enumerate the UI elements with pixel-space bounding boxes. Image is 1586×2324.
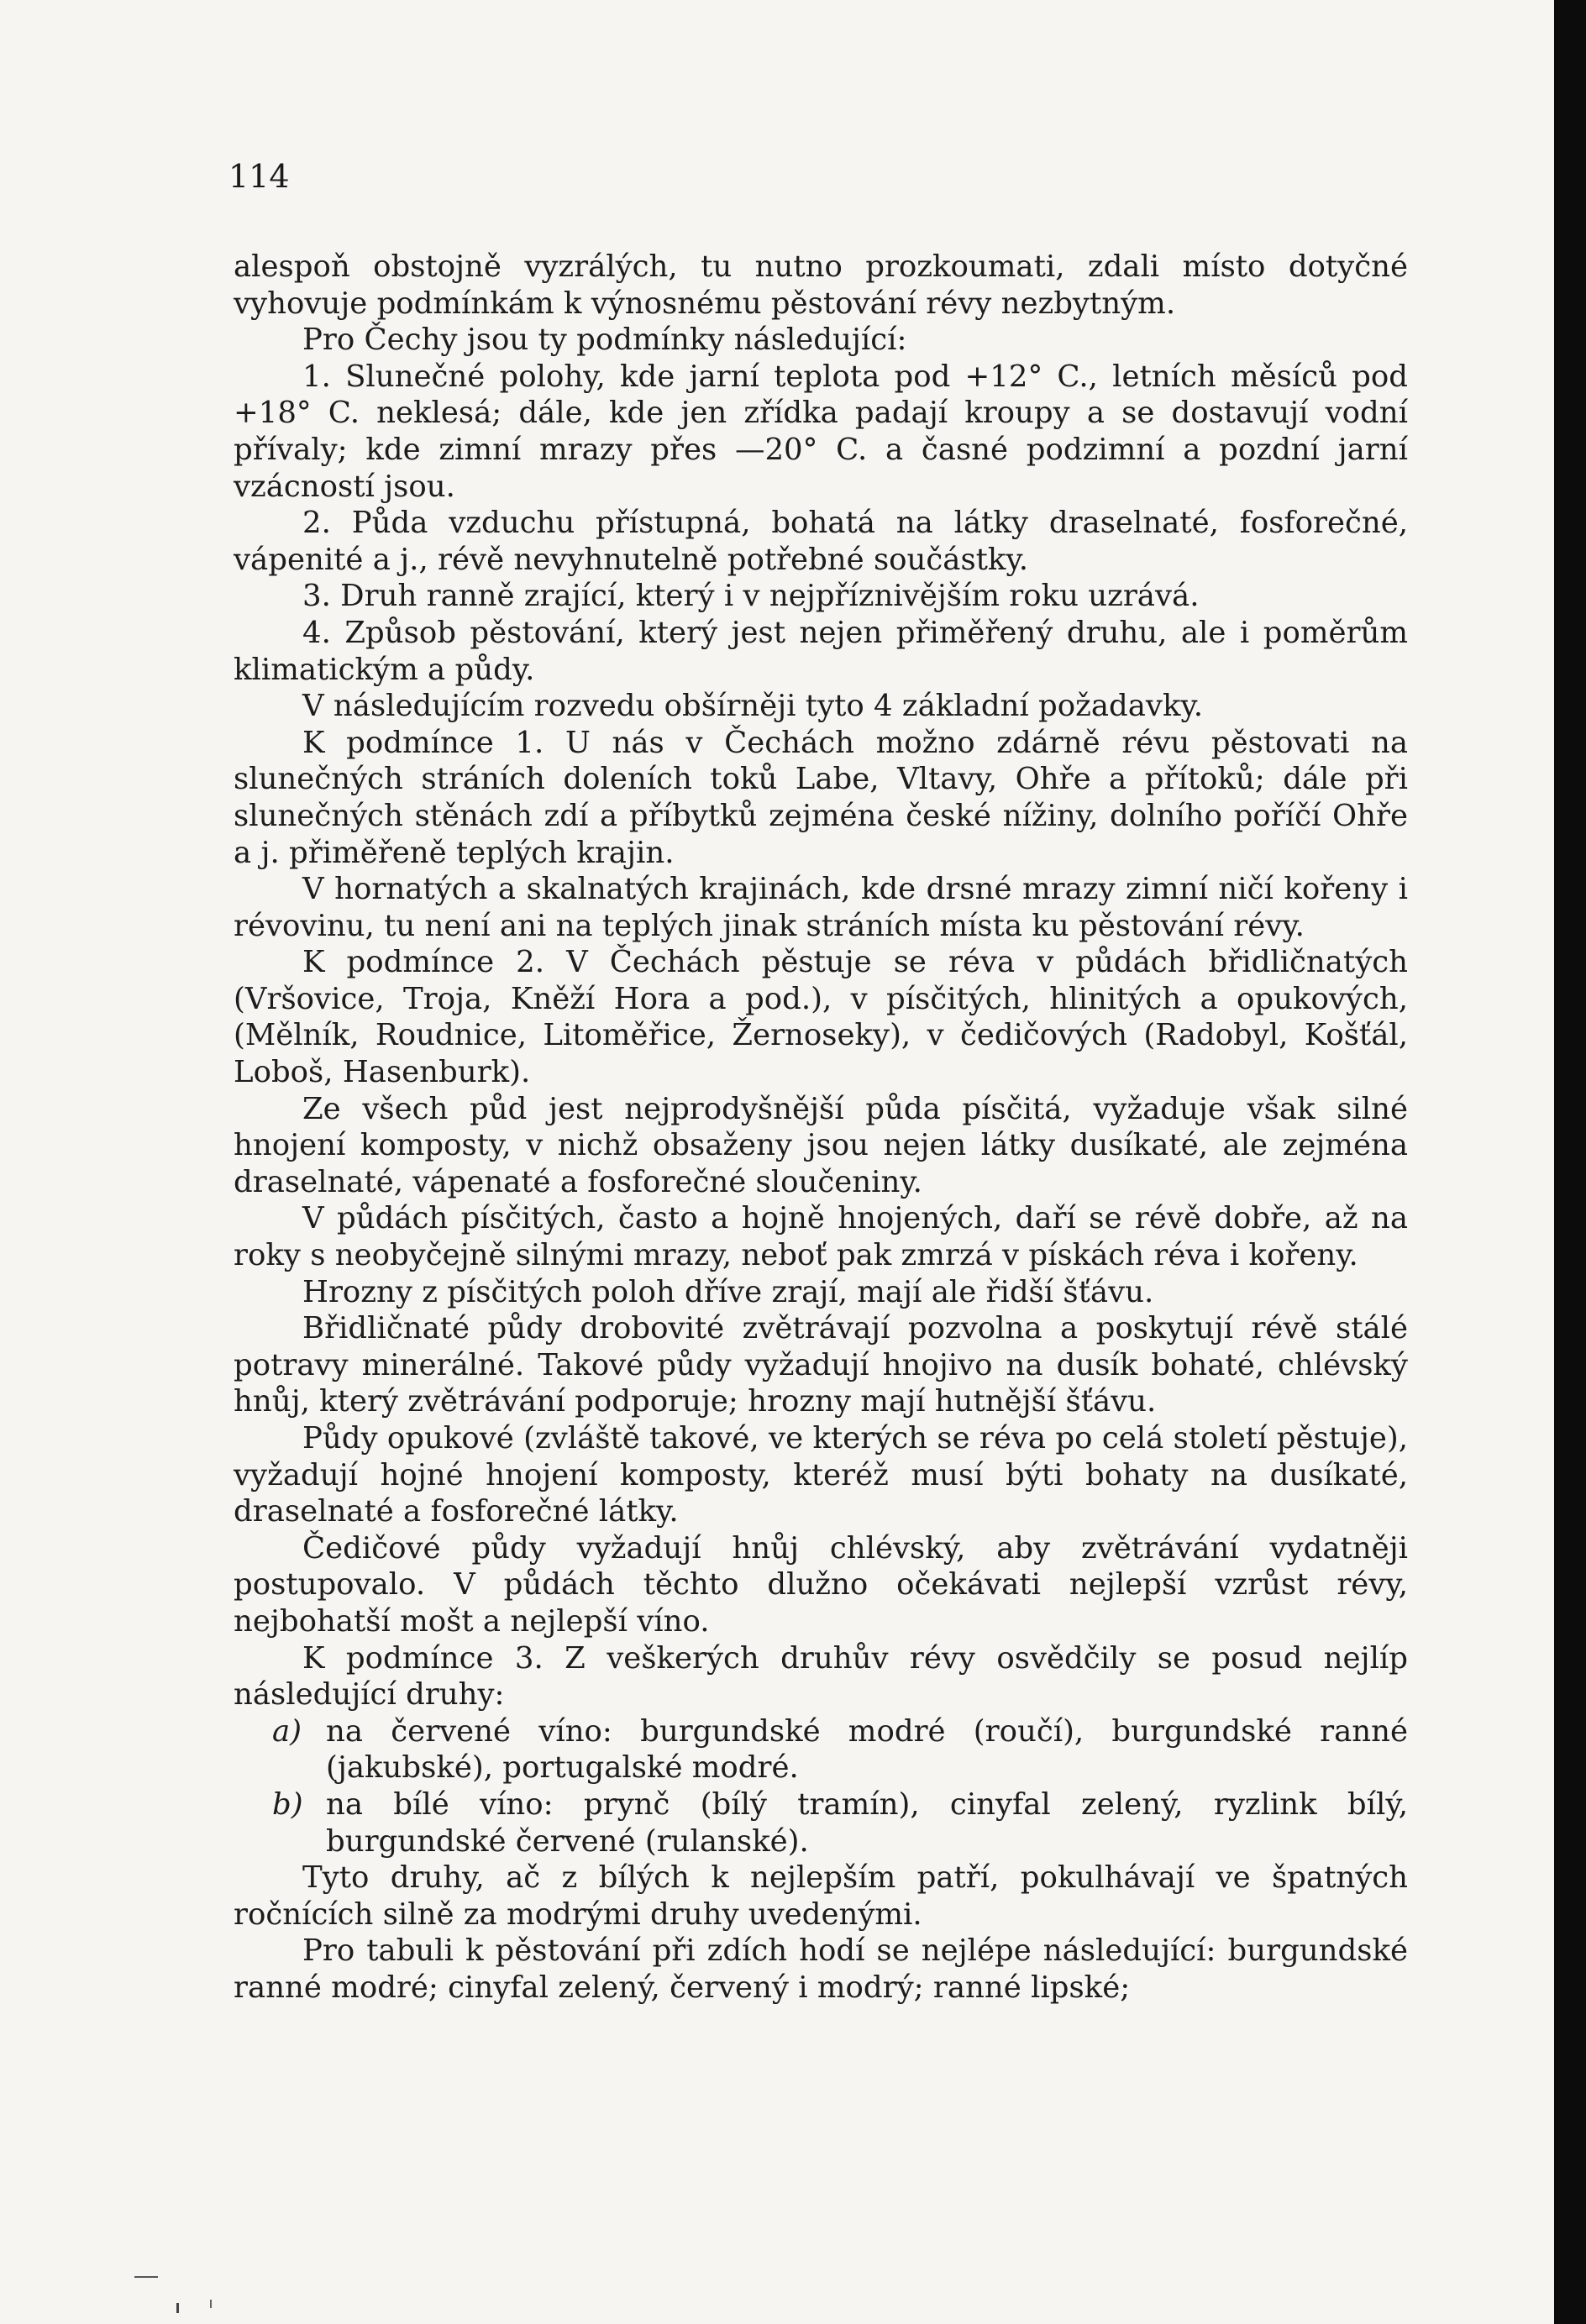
paragraph: Čedičové půdy vyžadují hnůj chlévský, aby zvětrávání vydatněji postupovalo. V půdách těchto dlužno očekávati nejlepší vzrůst révy, nejbohatší mošt a nejlepší víno.	[234, 1530, 1408, 1639]
paragraph: Pro Čechy jsou ty podmínky následující:	[302, 323, 907, 358]
paragraph: K podmínce 3. Z veškerých druhův révy osvědčily se posud nejlíp následující druhy:	[234, 1640, 1408, 1713]
paragraph: 3. Druh ranně zrající, který i v nejpříznivějším roku uzrává.	[302, 579, 1200, 614]
paragraph: Půdy opukové (zvláště takové, ve kterých se réva po celá století pěstuje), vyžadují hojné hnojení komposty, kteréž musí býti bohaty na dusíkaté, draselnaté a fosforečné látky.	[234, 1421, 1408, 1529]
paragraph: Tyto druhy, ač z bílých k nejlepším patří, pokulhávají ve špatných ročnících silně za modrými druhy uvedenými.	[234, 1860, 1408, 1932]
paragraph: Břidličnaté půdy drobovité zvětrávají pozvolna a poskytují révě stálé potravy minerálné. Takové půdy vyžadují hnojivo na dusík bohaté, chlévský hnůj, který zvětrávání podporuje; hrozny mají hutnější šťávu.	[234, 1311, 1408, 1419]
paragraph: V následujícím rozvedu obšírněji tyto 4 základní požadavky.	[302, 689, 1204, 724]
paragraph: V půdách písčitých, často a hojně hnojených, daří se révě dobře, až na roky s neobyčejně silnými mrazy, neboť pak zmrzá v pískách réva i kořeny.	[234, 1201, 1408, 1273]
paragraph: Ze všech půd jest nejprodyšnější půda písčitá, vyžaduje však silné hnojení komposty, v nichž obsaženy jsou nejen látky dusíkaté, ale zejména draselnaté, vápenaté a fosforečné sloučeniny.	[234, 1091, 1408, 1199]
paragraph: Pro tabuli k pěstování při zdích hodí se nejlépe následující: burgundské ranné modré; cinyfal zelený, červený i modrý; ranné lipské;	[234, 1933, 1408, 2005]
paragraph: V hornatých a skalnatých krajinách, kde drsné mrazy zimní ničí kořeny i révovinu, tu není ani na teplých jinak stráních místa ku pěstování révy.	[234, 872, 1408, 943]
paragraph: alespoň obstojně vyzrálých, tu nutno prozkoumati, zdali místo dotyčné vyhovuje podmínkám k výnosnému pěstování révy nezbytným.	[234, 249, 1408, 321]
scan-border	[1554, 0, 1586, 2324]
scan-specks	[126, 2268, 227, 2318]
paragraph: 2. Půda vzduchu přístupná, bohatá na látky draselnaté, fosforečné, vápenité a j., révě nevyhnutelně potřebné součástky.	[234, 506, 1408, 577]
list-item	[234, 1786, 1408, 1860]
list-item-marker: b)	[272, 1786, 303, 1822]
list-item-marker: a)	[272, 1713, 302, 1749]
paragraph: 4. Způsob pěstování, který jest nejen přiměřený druhu, ale i poměrům klimatickým a půdy.	[234, 615, 1408, 687]
body-text	[234, 249, 1408, 2007]
paragraph: Hrozny z písčitých poloh dříve zrají, mají ale řidší šťávu.	[302, 1274, 1154, 1309]
paragraph: 1. Slunečné polohy, kde jarní teplota pod +12° C., letních měsíců pod +18° C. neklesá; dále, kde jen zřídka padají kroupy a se dostavují vodní přívaly; kde zimní mrazy přes —20° C. a časné podzimní a pozdní jarní vzácností jsou.	[234, 359, 1408, 504]
paragraph: K podmínce 1. U nás v Čechách možno zdárně révu pěstovati na slunečných stráních doleních toků Labe, Vltavy, Ohře a přítoků; dále při slunečných stěnách zdí a příbytků zejména české nížiny, dolního poříčí Ohře a j. přiměřeně teplých krajin.	[234, 725, 1408, 870]
list-item	[234, 1713, 1408, 1786]
list-item-text: na bílé víno: prynč (bílý tramín), cinyfal zelený, ryzlink bílý, burgundské červené (rulanské).	[326, 1786, 1408, 1859]
paragraph: K podmínce 2. V Čechách pěstuje se réva v půdách břidličnatých (Vršovice, Troja, Kněží Hora a pod.), v písčitých, hlinitých a opukových, (Mělník, Roudnice, Litoměřice, Žernoseky), v čedičových (Radobyl, Košťál, Loboš, Hasenburk).	[234, 945, 1408, 1090]
page-number: 114	[228, 158, 290, 195]
list-item-text: na červené víno: burgundské modré (roučí), burgundské ranné (jakubské), portugalské modré.	[326, 1713, 1408, 1786]
